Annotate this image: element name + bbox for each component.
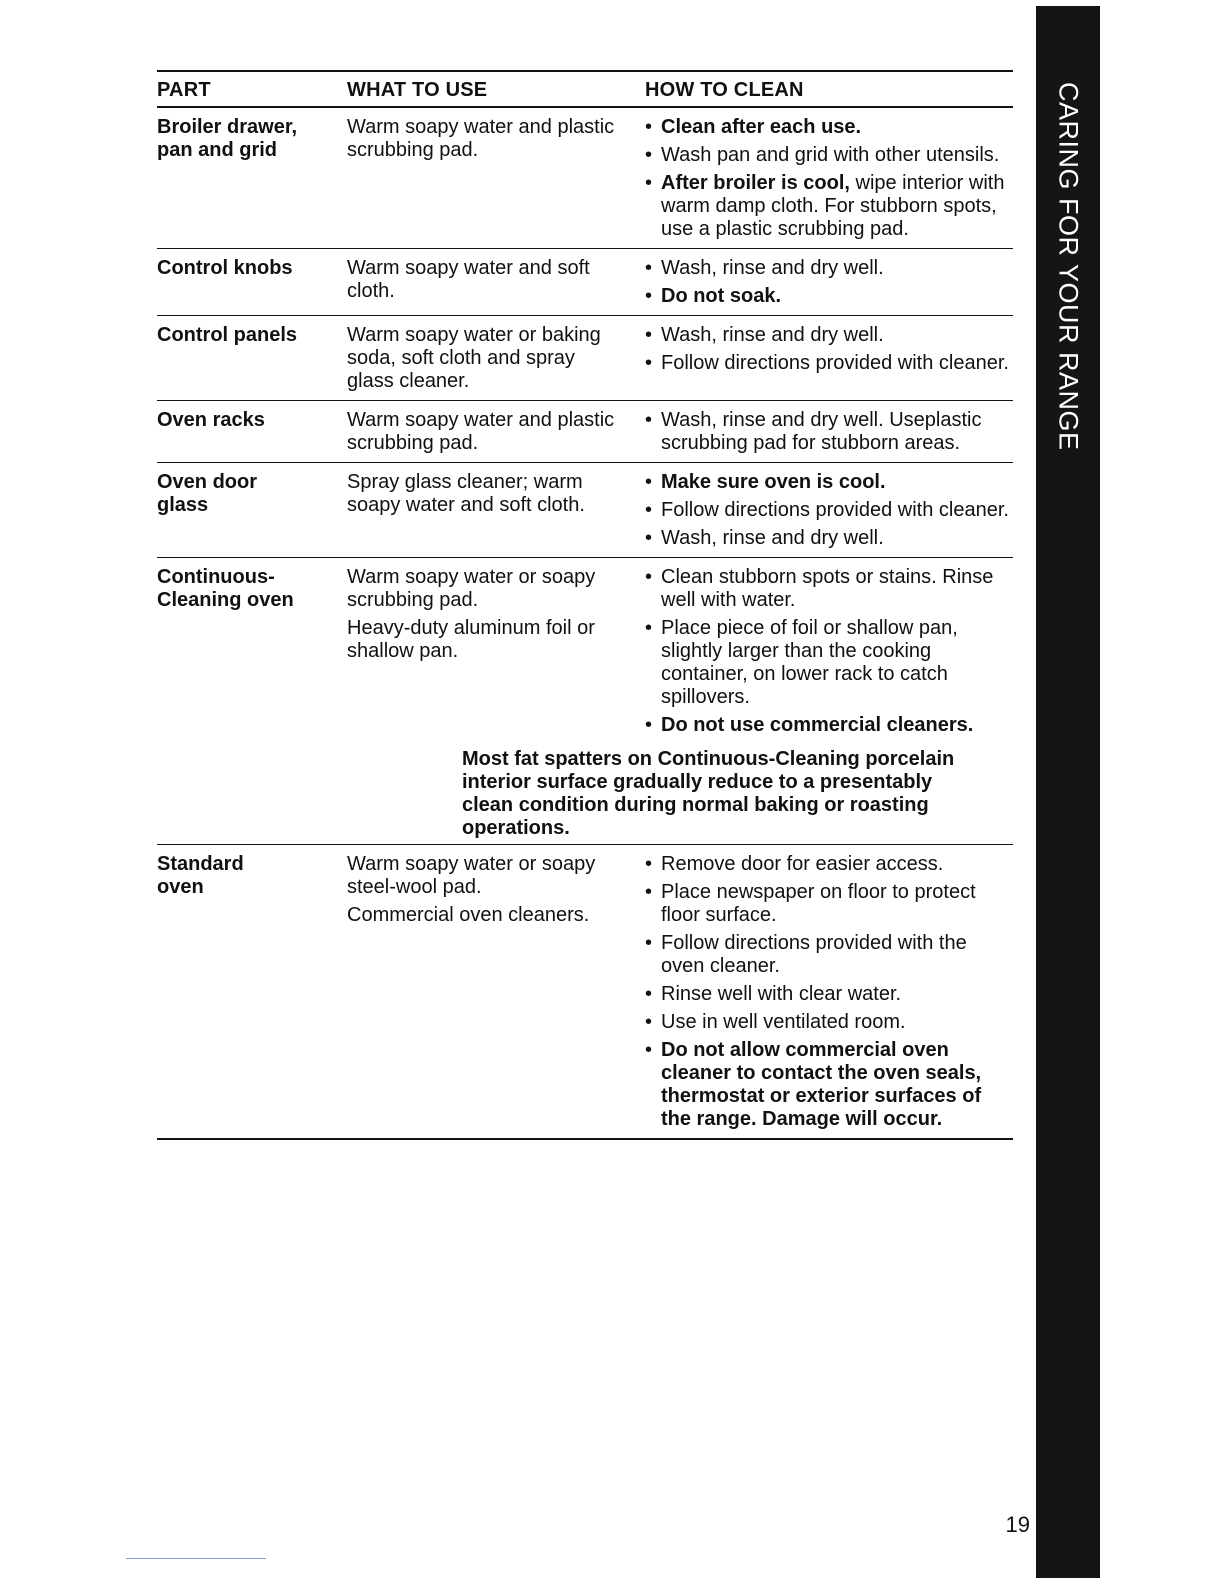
cleaning-step-text: Place piece of foil or shallow pan, slightly larger than the cooking container, on lower rack to catch spillovers. bbox=[661, 617, 958, 708]
part-name: Oven racks bbox=[157, 409, 265, 431]
table-row bbox=[157, 845, 1013, 1138]
cleaning-step bbox=[645, 324, 1013, 347]
how-to-clean bbox=[645, 566, 1013, 742]
cleaning-step bbox=[645, 172, 1013, 241]
how-to-clean bbox=[645, 324, 1013, 398]
continuous-cleaning-note: Most fat spatters on Continuous-Cleaning porcelain interior surface gradually reduce to a presentably clean condition during normal baking or roasting operations. bbox=[462, 748, 955, 839]
how-to-clean bbox=[645, 116, 1013, 246]
header-how-to-clean: HOW TO CLEAN bbox=[645, 79, 804, 101]
cleaning-step-emphasis: After broiler is cool, bbox=[661, 172, 850, 194]
cleaning-step-text: wipe interior with warm damp cloth. For stubborn spots, use a plastic scrubbing pad. bbox=[661, 172, 1005, 240]
table-row bbox=[157, 108, 1013, 248]
table-row bbox=[157, 401, 1013, 462]
cleaning-step bbox=[645, 409, 1013, 455]
side-tab-label: CARING FOR YOUR RANGE bbox=[1053, 82, 1084, 451]
part-name: Broiler drawer, pan and grid bbox=[157, 116, 298, 161]
cleaning-step bbox=[645, 144, 1013, 167]
cleaning-step bbox=[645, 617, 1013, 709]
cleaning-step-emphasis: Do not allow commercial oven cleaner to contact the oven seals, thermostat or exterior surfaces of the range. Damage will occur. bbox=[661, 1039, 982, 1130]
what-to-use-text: Spray glass cleaner; warm soapy water and soft cloth. bbox=[347, 471, 585, 516]
cleaning-step-text: Follow directions provided with cleaner. bbox=[661, 352, 1009, 374]
cleaning-step-emphasis: Do not soak. bbox=[661, 285, 782, 307]
header-part: PART bbox=[157, 79, 211, 101]
what-to-use bbox=[347, 257, 645, 313]
what-to-use-text: Warm soapy water and plastic scrubbing pad. bbox=[347, 409, 615, 454]
cleaning-step-text: Wash, rinse and dry well. bbox=[661, 527, 884, 549]
what-to-use bbox=[347, 409, 645, 460]
cleaning-step bbox=[645, 932, 1013, 978]
how-to-clean bbox=[645, 409, 1013, 460]
cleaning-step-text: Clean stubborn spots or stains. Rinse well with water. bbox=[661, 566, 994, 611]
what-to-use bbox=[347, 853, 645, 1136]
table-row bbox=[157, 249, 1013, 315]
what-to-use bbox=[347, 471, 645, 555]
table-row bbox=[157, 316, 1013, 400]
how-to-clean bbox=[645, 853, 1013, 1136]
cleaning-step bbox=[645, 352, 1013, 375]
cleaning-step-emphasis: Do not use commercial cleaners. bbox=[661, 714, 974, 736]
what-to-use bbox=[347, 324, 645, 398]
cleaning-step-text: Use in well ventilated room. bbox=[661, 1011, 906, 1033]
header-what-to-use: WHAT TO USE bbox=[347, 79, 488, 101]
cleaning-step bbox=[645, 499, 1013, 522]
cleaning-step bbox=[645, 116, 1013, 139]
part-name: Control panels bbox=[157, 324, 298, 346]
what-to-use bbox=[347, 566, 645, 742]
cleaning-step bbox=[645, 257, 1013, 280]
table-row bbox=[157, 558, 1013, 744]
cleaning-step-text: Place newspaper on floor to protect floor surface. bbox=[661, 881, 976, 926]
cleaning-table bbox=[157, 70, 1013, 1140]
cleaning-step bbox=[645, 1039, 1013, 1131]
table-header bbox=[157, 72, 1013, 106]
cleaning-step bbox=[645, 566, 1013, 612]
cleaning-step bbox=[645, 853, 1013, 876]
part-name: Oven door glass bbox=[157, 471, 258, 516]
how-to-clean bbox=[645, 471, 1013, 555]
cleaning-step-text: Wash, rinse and dry well. bbox=[661, 257, 884, 279]
what-to-use-text: Warm soapy water or soapy steel-wool pad. bbox=[347, 853, 596, 898]
cleaning-step-emphasis: Make sure oven is cool. bbox=[661, 471, 886, 493]
table-bottom-rule bbox=[157, 1138, 1013, 1140]
cleaning-step-emphasis: Clean after each use. bbox=[661, 116, 862, 138]
page-number: 19 bbox=[1005, 1512, 1030, 1537]
cleaning-step-text: Follow directions provided with the oven cleaner. bbox=[661, 932, 967, 977]
what-to-use-text: Warm soapy water and soft cloth. bbox=[347, 257, 590, 302]
what-to-use-text: Warm soapy water or baking soda, soft cloth and spray glass cleaner. bbox=[347, 324, 601, 392]
what-to-use-text: Commercial oven cleaners. bbox=[347, 904, 590, 926]
part-name: Standard oven bbox=[157, 853, 244, 898]
what-to-use-text: Warm soapy water or soapy scrubbing pad. bbox=[347, 566, 596, 611]
cleaning-step bbox=[645, 714, 1013, 737]
cleaning-step bbox=[645, 983, 1013, 1006]
part-name: Control knobs bbox=[157, 257, 293, 279]
what-to-use bbox=[347, 116, 645, 246]
cleaning-step bbox=[645, 881, 1013, 927]
cleaning-step-text: Follow directions provided with cleaner. bbox=[661, 499, 1009, 521]
cleaning-step-text: Remove door for easier access. bbox=[661, 853, 944, 875]
cleaning-step bbox=[645, 527, 1013, 550]
cleaning-step-text: Wash pan and grid with other utensils. bbox=[661, 144, 1000, 166]
cleaning-step bbox=[645, 1011, 1013, 1034]
what-to-use-text: Warm soapy water and plastic scrubbing pad. bbox=[347, 116, 615, 161]
part-name: Continuous- Cleaning oven bbox=[157, 566, 294, 611]
cleaning-step-text: Wash, rinse and dry well. bbox=[661, 324, 884, 346]
how-to-clean bbox=[645, 257, 1013, 313]
table-body bbox=[157, 108, 1013, 1138]
cleaning-step bbox=[645, 285, 1013, 308]
cleaning-step-text: Wash, rinse and dry well. Useplastic scrubbing pad for stubborn areas. bbox=[661, 409, 982, 454]
footer-rule bbox=[126, 1558, 266, 1559]
cleaning-step bbox=[645, 471, 1013, 494]
what-to-use-text: Heavy-duty aluminum foil or shallow pan. bbox=[347, 617, 595, 662]
table-row bbox=[157, 463, 1013, 557]
cleaning-step-text: Rinse well with clear water. bbox=[661, 983, 902, 1005]
